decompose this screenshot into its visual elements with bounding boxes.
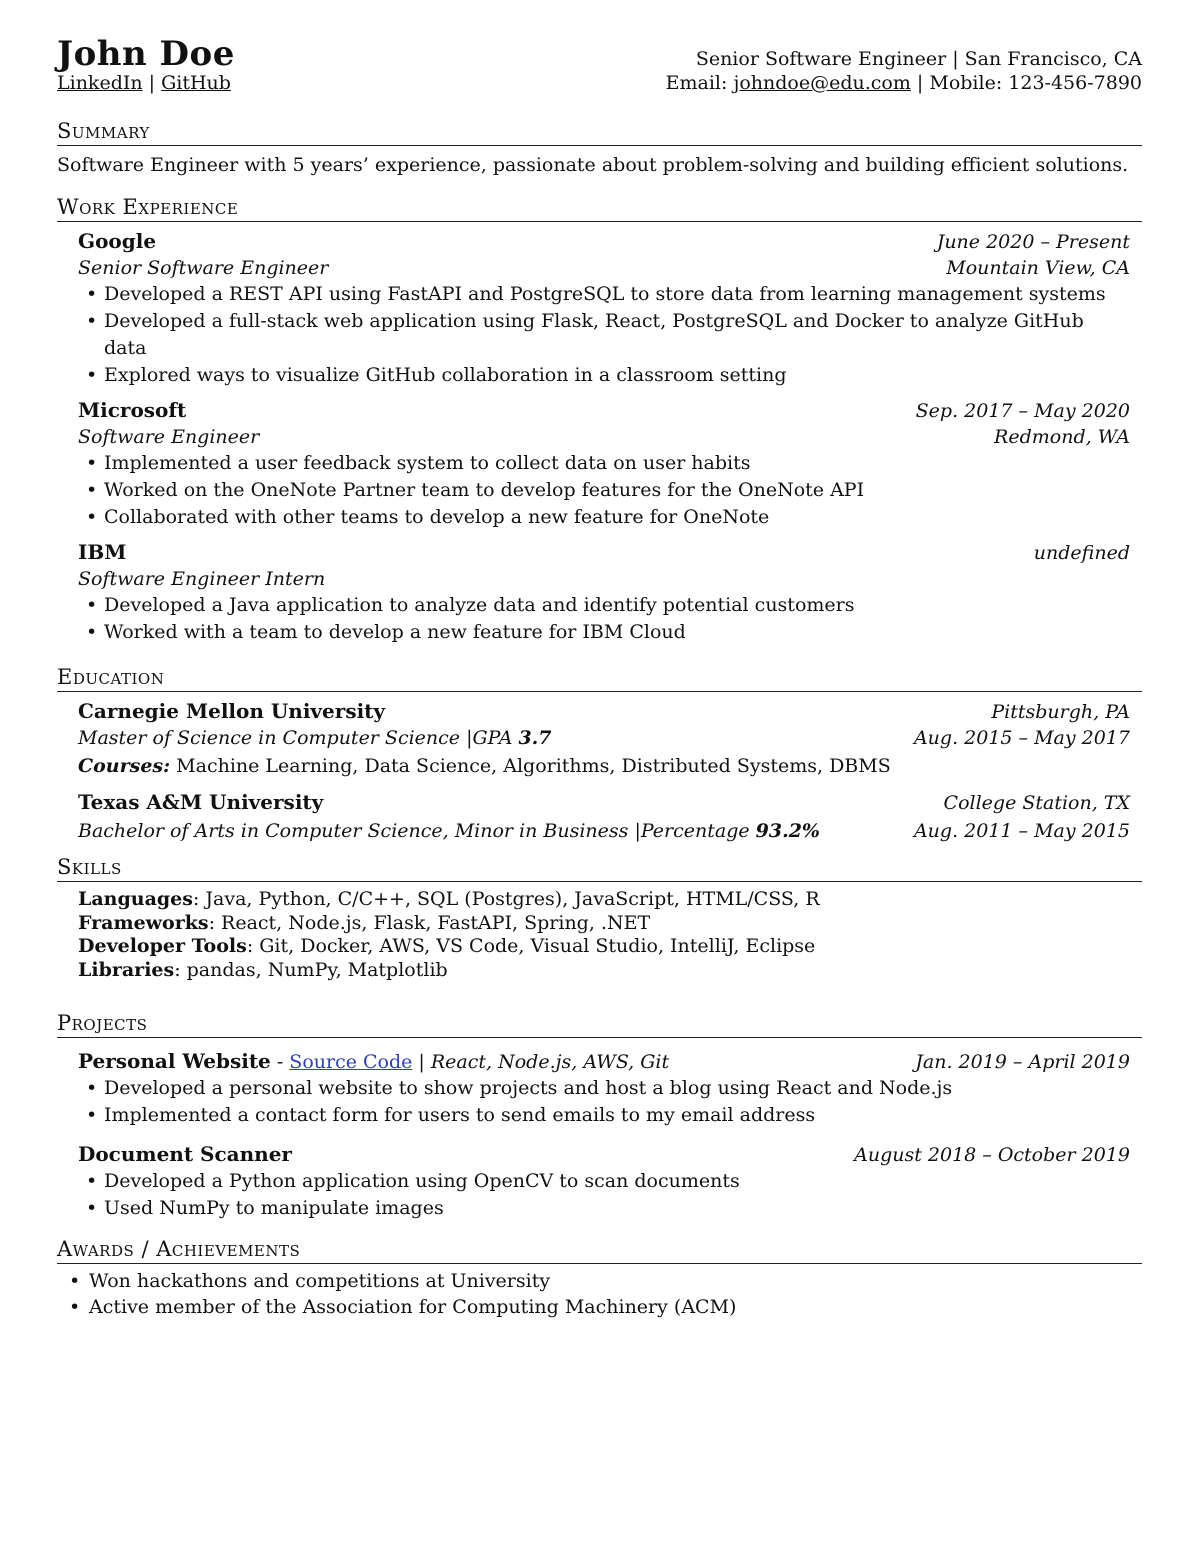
job-dates: Sep. 2017 – May 2020 [915, 400, 1130, 422]
job-location: Redmond, WA [994, 426, 1130, 448]
project-dash: - [270, 1051, 290, 1073]
email-link[interactable]: johndoe@edu.com [733, 72, 911, 94]
project-heading [78, 1048, 669, 1075]
skill-label: Frameworks [78, 911, 209, 934]
school-entry [78, 789, 1130, 844]
project-separator: | [412, 1051, 431, 1073]
skill-label: Developer Tools [78, 935, 247, 957]
skill-row [78, 935, 1142, 959]
job-entry [78, 397, 1130, 531]
project-bullets [57, 1075, 1130, 1129]
candidate-name: John Doe [57, 34, 235, 74]
list-item: • Used NumPy to manipulate images [104, 1195, 1130, 1222]
school-dates: Aug. 2011 – May 2015 [913, 820, 1130, 842]
awards-section [57, 1236, 1142, 1320]
project-dates: August 2018 – October 2019 [854, 1144, 1130, 1166]
role-location: Senior Software Engineer | San Francisco, CA [695, 48, 1142, 70]
job-dates: June 2020 – Present [936, 231, 1130, 253]
skill-label: Libraries [78, 958, 175, 981]
project-name: Document Scanner [78, 1142, 292, 1166]
awards-list [36, 1268, 1142, 1320]
skill-row [78, 888, 1142, 912]
project-name: Personal Website [78, 1049, 271, 1073]
list-item: • Active member of the Association for Computing Machinery (ACM) [89, 1294, 1142, 1320]
job-entry [78, 539, 1130, 646]
job-bullets [57, 450, 1130, 531]
gpa-value: 3.7 [518, 727, 552, 749]
skill-row [78, 912, 1142, 936]
summary-text: Software Engineer with 5 years’ experience, passionate about problem-solving and building efficient solutions. [57, 154, 1129, 176]
job-role: Software Engineer [78, 426, 260, 448]
courses-label: Courses: [78, 755, 171, 777]
list-item: • Implemented a user feedback system to collect data on user habits [104, 450, 1130, 477]
github-link[interactable]: GitHub [161, 72, 231, 94]
skills-section [57, 854, 1142, 982]
company-name: Microsoft [78, 398, 187, 422]
project-dates: Jan. 2019 – April 2019 [915, 1051, 1130, 1073]
work-title: Work Experience [57, 194, 1142, 222]
job-entry [78, 228, 1130, 389]
linkedin-link[interactable]: LinkedIn [57, 72, 143, 94]
project-bullets [57, 1168, 1130, 1222]
degree-text: Master of Science in Computer Science |GPA [78, 727, 519, 749]
project-entry [78, 1141, 1130, 1222]
summary-section [57, 118, 1142, 178]
list-item: • Worked on the OneNote Partner team to develop features for the OneNote API [104, 477, 1130, 504]
awards-title: Awards / Achievements [57, 1236, 1142, 1264]
contact-info [666, 70, 1142, 96]
education-section [57, 664, 1142, 844]
percentage-value: 93.2% [755, 820, 820, 842]
list-item: • Collaborated with other teams to develop a new feature for OneNote [104, 504, 1130, 531]
list-item: • Implemented a contact form for users to send emails to my email address [104, 1102, 1130, 1129]
job-role: Senior Software Engineer [78, 257, 329, 279]
skill-label: Languages [78, 888, 193, 910]
summary-title: Summary [57, 118, 1142, 146]
work-section [57, 194, 1142, 646]
list-item: • Worked with a team to develop a new feature for IBM Cloud [104, 619, 1130, 646]
courses-list: Machine Learning, Data Science, Algorithms, Distributed Systems, DBMS [170, 755, 891, 777]
school-location: Pittsburgh, PA [991, 701, 1130, 723]
skill-value: : Git, Docker, AWS, VS Code, Visual Studio, IntelliJ, Eclipse [246, 935, 816, 957]
list-item: • Explored ways to visualize GitHub collaboration in a classroom setting [104, 362, 1130, 389]
company-name: IBM [78, 540, 127, 564]
skills-title: Skills [57, 854, 1142, 882]
list-item: • Developed a personal website to show projects and host a blog using React and Node.js [104, 1075, 1130, 1102]
list-item: • Won hackathons and competitions at University [89, 1268, 1142, 1294]
project-entry [78, 1048, 1130, 1129]
list-item: • Developed a Java application to analyze data and identify potential customers [104, 592, 1130, 619]
list-item: • Developed a Python application using OpenCV to scan documents [104, 1168, 1130, 1195]
job-location: Mountain View, CA [946, 257, 1130, 279]
courses [78, 753, 1130, 779]
projects-title: Projects [57, 1010, 1142, 1038]
skill-value: : React, Node.js, Flask, FastAPI, Spring, .NET [208, 911, 651, 934]
job-dates: undefined [1033, 542, 1130, 564]
job-bullets [57, 592, 1130, 646]
skill-row [78, 959, 1142, 983]
email-label: Email: [665, 72, 734, 94]
resume-page [57, 34, 1142, 1320]
school-name: Carnegie Mellon University [78, 699, 386, 723]
degree-text: Bachelor of Arts in Computer Science, Minor in Business |Percentage [78, 820, 756, 842]
education-title: Education [57, 664, 1142, 692]
skill-value: : pandas, NumPy, Matplotlib [174, 958, 448, 981]
school-location: College Station, TX [943, 792, 1130, 814]
school-name: Texas A&M University [78, 790, 324, 814]
mobile-number: | Mobile: 123-456-7890 [910, 72, 1142, 94]
job-role: Software Engineer Intern [78, 568, 326, 590]
degree [78, 818, 820, 844]
header-row-2 [57, 70, 1142, 96]
source-code-link[interactable]: Source Code [289, 1051, 413, 1073]
degree [78, 725, 552, 751]
company-name: Google [78, 229, 157, 253]
skill-value: : Java, Python, C/C++, SQL (Postgres), JavaScript, HTML/CSS, R [192, 888, 820, 910]
project-tech: React, Node.js, AWS, Git [430, 1051, 670, 1073]
link-separator: | [148, 72, 156, 94]
school-dates: Aug. 2015 – May 2017 [913, 727, 1130, 749]
list-item: • Developed a full-stack web application using Flask, React, PostgreSQL and Docker to analyze GitHub data [104, 308, 1130, 362]
header-row-1 [57, 34, 1142, 74]
list-item: • Developed a REST API using FastAPI and PostgreSQL to store data from learning management systems [104, 281, 1130, 308]
school-entry [78, 698, 1130, 779]
job-bullets [57, 281, 1130, 389]
projects-section [57, 1010, 1142, 1222]
profile-links [57, 70, 231, 96]
skills-list [78, 888, 1142, 982]
